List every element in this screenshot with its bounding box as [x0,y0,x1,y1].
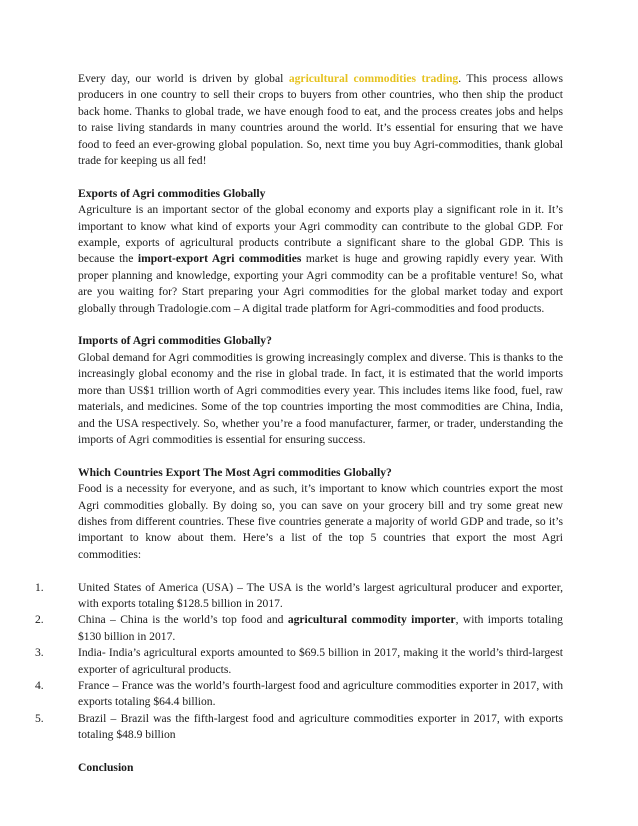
list-item [35,711,563,744]
imports-heading: Imports of Agri commodities Globally? [78,334,272,348]
conclusion-heading: Conclusion [78,760,134,774]
list-number: 3. [35,646,44,660]
exports-heading: Exports of Agri commodities Globally [78,186,266,200]
spacer [78,169,563,185]
spacer [78,448,563,464]
list-text: Brazil – Brazil was the fifth-largest food and agriculture commodities exporter in 2017, with exports totaling $48.9 billion [78,711,563,742]
top-exporters-heading: Which Countries Export The Most Agri commodities Globally? [78,465,392,479]
list-item [35,580,563,613]
intro-paragraph [78,71,563,169]
list-number: 5. [35,711,44,725]
list-text-before: China – China is the world’s top food and [78,613,288,627]
list-item [35,678,563,711]
list-text-after: , with imports totaling $130 billion in 2017. [78,613,563,643]
document-body [35,71,564,776]
commodity-importer-bold: agricultural commodity importer [287,613,456,627]
conclusion-section [78,760,563,776]
list-number: 1. [35,580,44,594]
list-number: 4. [35,678,44,692]
exports-text-after: market is huge and growing rapidly every year. With proper planning and knowledge, exporting your Agri commodity can be a profitable venture! So, what are you waiting for? Start preparing your Agri commodities for the global market today and export globally through Tradologie.com – A digital trade platform for Agri-commodities and food products. [78,252,564,315]
spacer [78,563,563,579]
list-text: India- India’s agricultural exports amounted to $69.5 billion in 2017, making it the world’s third-largest exporter of agricultural products. [78,646,563,676]
imports-text: Global demand for Agri commodities is growing increasingly complex and diverse. This is thanks to the increasingly global economy and the rise in global trade. In fact, it is estimated that the world imports more than US$1 trillion worth of Agri commodities every year. This includes items like food, fuel, raw materials, and medicines. Some of the top countries importing the most commodities are China, India, and the USA respectively. So, whether you’re a food manufacturer, farmer, or trader, understanding the imports of Agri commodities is essential for ensuring success. [78,350,563,446]
intro-text-before: Every day, our world is driven by global [78,72,289,85]
spacer [78,744,563,760]
list-text: France – France was the world’s fourth-largest food and agriculture commodities exporter in 2017, with exports totaling $64.4 billion. [78,678,563,709]
import-export-bold: import-export Agri commodities [137,252,302,266]
spacer [78,317,563,333]
list-item [35,612,563,645]
agricultural-commodities-trading-link[interactable]: agricultural commodities trading [288,72,459,85]
list-number: 2. [35,613,44,627]
exports-section [78,186,563,317]
intro-text-after: . This process allows producers in one country to sell their crops to buyers from other countries, who then ship the product back home. Thanks to global trade, we have enough food to eat, and the process creates jobs and helps to raise living standards in many countries around the world. It’s essential for ensuring that we have food to feed an ever-growing global population. So, next time you buy Agri-commodities, thank global trade for keeping us all fed! [78,72,563,168]
list-text: United States of America (USA) – The USA is the world’s largest agricultural producer and exporter, with exports totaling $128.5 billion in 2017. [78,580,563,610]
exporter-list [35,580,563,744]
imports-section [78,333,563,448]
list-item [35,645,563,678]
exports-text-before: Agriculture is an important sector of the global economy and exports play a significant role in it. It’s important to know what kind of exports your Agri commodity can contribute to the global GDP. For example, exports of agricultural products contribute a significant share to the global GDP. This is because the [78,203,563,266]
top-exporters-text: Food is a necessity for everyone, and as such, it’s important to know which countries export the most Agri commodities globally. By doing so, you can save on your grocery bill and try some great new dishes from different countries. These five countries generate a majority of world GDP and trade, so it’s important to know about them. Here’s a list of the top 5 countries that export the most Agri commodities: [78,482,563,561]
top-exporters-section [78,465,563,563]
